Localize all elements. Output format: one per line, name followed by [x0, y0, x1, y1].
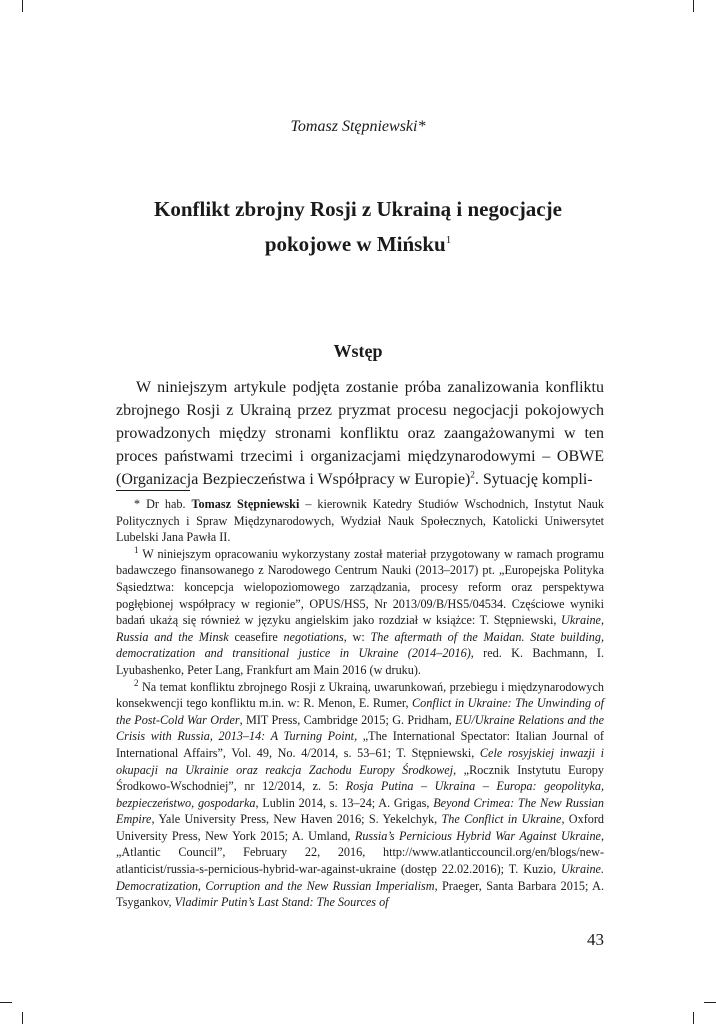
fn1-text-4: , red. K. Bachmann, I. Lyubashenko, Peter Lang, Frankfurt am Main 2016 (w druku).	[116, 646, 604, 677]
crop-mark-bottom-right	[693, 1012, 694, 1024]
fn2-italic-2: EU/Ukraine Relations and the Crisis with Russia, 2013–14: A Turning Point	[116, 712, 604, 744]
fn2-italic-8: Ukraine. Democratization, Corruption and the New Russian Imperialism	[116, 862, 604, 893]
fn2-italic-5: Beyond Crimea: The New Russian Empire	[116, 795, 604, 827]
body-paragraph	[116, 376, 604, 491]
fn1-text-1: W niniejszym opracowaniu wykorzystany został materiał przygotowany w ramach programu badawczego finansowanego z Narodowego Centrum Nauki (2013–2017) pt. „Europejska Polityka Sąsiedztwa: koncepcja wielopoziomowego zarządzania, procesy reform oraz perspektywa pogłębionej współpracy w regionie”, OPUS/HS5, Nr 2013/09/B/HS5/04534. Częściowe wyniki badań ukażą się również w języku angielskim jako rozdział w książce: T. Stępniewski,	[116, 546, 604, 628]
fn2-text-8: , „Atlantic Council”, February 22, 2016, http://www.atlanticcouncil.org/en/blogs/new-atlanticist/russia-s-pernicious-hybrid-war-against-ukraine (dostęp 22.02.2016); T. Kuzio,	[116, 828, 604, 877]
section-heading: Wstęp	[333, 341, 383, 361]
fn2-text-9: , Praeger, Santa Barbara 2015; A. Tsygankov,	[116, 878, 604, 910]
footnote-star	[116, 496, 604, 546]
page-number: 43	[587, 930, 604, 949]
fn2-text-3: , „The International Spectator: Italian Journal of International Affairs”, Vol. 49, No. 4/2014, s. 53–61; T. Stępniewski,	[116, 729, 604, 760]
fn2-text-2: , MIT Press, Cambridge 2015; G. Pridham,	[239, 712, 456, 727]
fn2-text-6: , Yale University Press, New Haven 2016; S. Yekelchyk,	[151, 812, 442, 827]
paragraph-1-text: W niniejszym artykule podjęta zostanie próba zanalizowania konfliktu zbrojnego Rosji z Ukrainą przez pryzmat procesu negocjacji pokojowych prowadzonych między stronami konfliktu oraz zaangażowanymi w ten proces państwami trzecimi i organizacjami międzynarodowymi – OBWE (Organizacja Bezpieczeństwa i Współpracy w Europie)	[116, 379, 604, 488]
footnote-star-pre: Dr hab.	[146, 497, 192, 511]
footnote-1-mark: 1	[134, 544, 139, 555]
title-line-2-text: pokojowe w Mińsku	[264, 232, 446, 256]
title-line-2	[120, 225, 596, 260]
article-title	[120, 194, 596, 260]
fn1-italic-1: Ukraine, Russia and the Minsk	[116, 613, 604, 644]
footnote-2	[116, 679, 604, 911]
footnote-separator	[116, 490, 190, 491]
fn2-italic-6: The Conflict in Ukraine	[441, 812, 562, 827]
paragraph-1	[116, 376, 604, 491]
footnote-star-mark: *	[134, 497, 141, 511]
footnote-star-name: Tomasz Stępniewski	[191, 497, 300, 511]
fn2-text-4: , „Rocznik Instytutu Europy Środkowo-Wschodniej”, nr 12/2014, z. 5:	[116, 762, 604, 794]
title-footnote-ref: 1	[445, 234, 452, 246]
footnote-ref-2: 2	[470, 469, 475, 480]
fn2-italic-3: Cele rosyjskiej inwazji i okupacji na Ukrainie oraz reakcja Zachodu Europy Środkowej	[116, 745, 604, 777]
author-text: Tomasz Stępniewski	[290, 118, 418, 135]
fn1-italic-3: The aftermath of the Maidan. State building, democratization and transitional justice in Ukraine (2014–2016)	[116, 629, 605, 661]
author-name	[0, 118, 716, 136]
crop-mark-top-left	[22, 0, 23, 12]
fn1-text-3: , w:	[343, 629, 371, 644]
fn1-italic-2: negotiations	[283, 629, 344, 644]
crop-mark-left-mid	[0, 1002, 12, 1003]
title-line-1: Konflikt zbrojny Rosji z Ukrainą i negocjacje	[154, 197, 562, 221]
crop-mark-top-right	[693, 0, 694, 12]
footnote-1	[116, 546, 604, 679]
fn2-text-7: , Oxford University Press, New York 2015; A. Umland,	[116, 812, 605, 843]
crop-mark-bottom-left	[22, 1012, 23, 1024]
fn2-italic-4: Rosja Putina – Ukraina – Europa: geopolityka, bezpieczeństwo, gospodarka	[116, 779, 605, 810]
fn2-italic-9: Vladimir Putin’s Last Stand: The Sources of	[174, 895, 389, 910]
fn2-italic-7: Russia’s Pernicious Hybrid War Against Ukraine	[354, 828, 601, 843]
fn1-text-2: ceasefire	[228, 629, 284, 644]
fn2-italic-1: Conflict in Ukraine: The Unwinding of the Post-Cold War Order	[116, 696, 604, 727]
footnote-2-mark: 2	[134, 677, 139, 688]
crop-mark-right-mid	[704, 1002, 716, 1003]
fn2-text-1: Na temat konfliktu zbrojnego Rosji z Ukrainą, uwarunkowań, przebiegu i międzynarodowych konsekwencji tego konfliktu m.in. w: R. Menon, E. Rumer,	[116, 679, 604, 711]
author-footnote-mark: *	[417, 118, 426, 135]
fn2-text-5: , Lublin 2014, s. 13–24; A. Grigas,	[255, 795, 434, 810]
footnote-star-post: – kierownik Katedry Studiów Wschodnich, Instytut Nauk Politycznych i Spraw Międzynarodowych, Wydział Nauk Społecznych, Katolicki Uniwersytet Lubelski Jana Pawła II.	[116, 497, 604, 545]
paragraph-1-tail: . Sytuację kompli-	[474, 471, 593, 488]
footnotes	[116, 496, 604, 911]
